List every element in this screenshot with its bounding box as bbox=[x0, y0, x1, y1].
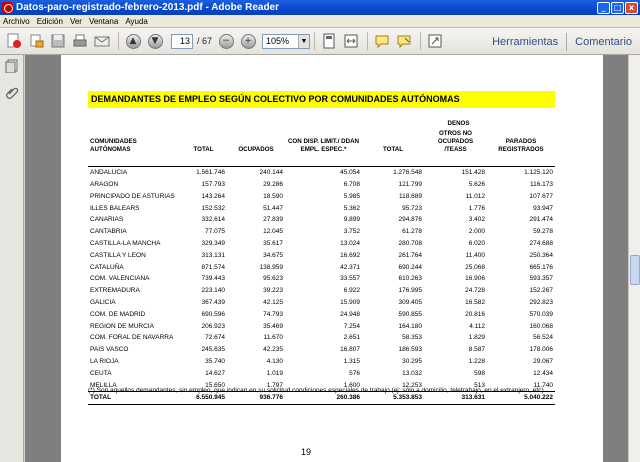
table-cell: 593.357 bbox=[529, 275, 553, 283]
table-cell: 16.906 bbox=[465, 275, 485, 283]
table-cell: 25.068 bbox=[465, 263, 485, 271]
column-header-disp: CON DISP. LIMIT./ DDAN EMPL. ESPEC.* bbox=[287, 138, 360, 153]
zoom-value: 105% bbox=[266, 35, 290, 46]
region-name: PAIS VASCO bbox=[90, 346, 129, 354]
arrow-up-icon[interactable]: ▲ bbox=[123, 31, 143, 51]
total-label: TOTAL bbox=[88, 392, 180, 405]
zoom-select[interactable] bbox=[262, 34, 310, 49]
save-icon[interactable] bbox=[48, 31, 68, 51]
table-cell: 33.557 bbox=[340, 275, 360, 283]
table-cell: 35.740 bbox=[205, 358, 225, 366]
region-name: LA RIOJA bbox=[90, 358, 119, 366]
table-cell: 107.677 bbox=[529, 192, 553, 200]
table-cell: 35.617 bbox=[263, 240, 283, 248]
table-cell: 16.582 bbox=[465, 299, 485, 307]
table-cell: 6.708 bbox=[343, 181, 360, 189]
column-header-region: COMUNIDADES AUTÓNOMAS bbox=[90, 138, 137, 153]
attachment-icon[interactable] bbox=[5, 85, 19, 99]
table-cell: 24.948 bbox=[340, 310, 360, 318]
table-cell: 27.839 bbox=[263, 216, 283, 224]
email-icon[interactable] bbox=[92, 31, 112, 51]
page-footer-number: 19 bbox=[301, 447, 312, 457]
table-cell: 42.125 bbox=[263, 299, 283, 307]
vertical-scrollbar[interactable] bbox=[628, 55, 640, 462]
table-cell: 18.590 bbox=[263, 192, 283, 200]
page-thumbnails-icon[interactable] bbox=[5, 59, 19, 73]
page-number-input[interactable]: 13 bbox=[171, 34, 193, 49]
table-cell: 45.054 bbox=[340, 169, 360, 177]
table-cell: 261.764 bbox=[398, 251, 422, 259]
table-cell: 5.626 bbox=[468, 181, 485, 189]
region-name: ANDALUCIA bbox=[90, 169, 128, 177]
table-cell: 291.474 bbox=[529, 216, 553, 224]
region-name: CASTILLA Y LEON bbox=[90, 251, 146, 259]
close-button[interactable]: x bbox=[625, 2, 638, 14]
column-header-ocupados: OCUPADOS bbox=[238, 146, 274, 153]
table-row bbox=[88, 238, 555, 250]
table-row bbox=[88, 297, 555, 309]
sign-icon[interactable] bbox=[394, 31, 414, 51]
menu-ayuda[interactable]: Ayuda bbox=[125, 16, 148, 26]
table-cell: 51.447 bbox=[263, 204, 283, 212]
table-cell: 12.045 bbox=[263, 228, 283, 236]
table-cell: 42.235 bbox=[263, 346, 283, 354]
comment-button[interactable]: Comentario bbox=[575, 35, 632, 48]
table-cell: 42.371 bbox=[340, 263, 360, 271]
table-cell: 332.614 bbox=[201, 216, 225, 224]
data-table bbox=[88, 119, 555, 405]
table-cell: 178.006 bbox=[529, 346, 553, 354]
title-bar bbox=[0, 0, 640, 15]
table-cell: 138.959 bbox=[259, 263, 283, 271]
table-cell: 598 bbox=[474, 369, 485, 377]
table-cell: 3.752 bbox=[343, 228, 360, 236]
table-cell: 690.596 bbox=[201, 310, 225, 318]
create-pdf-icon[interactable] bbox=[4, 31, 24, 51]
table-cell: 3.402 bbox=[468, 216, 485, 224]
table-cell: 1.561.746 bbox=[196, 169, 225, 177]
table-cell: 250.364 bbox=[529, 251, 553, 259]
table-cell: 2.000 bbox=[468, 228, 485, 236]
table-cell: 245.635 bbox=[201, 346, 225, 354]
minimize-button[interactable]: _ bbox=[597, 2, 610, 14]
region-name: COM. VALENCIANA bbox=[90, 275, 150, 283]
page-total: / 67 bbox=[197, 36, 213, 46]
document-viewer[interactable] bbox=[25, 55, 628, 462]
table-cell: 77.075 bbox=[205, 228, 225, 236]
table-cell: 118.689 bbox=[398, 192, 422, 200]
total-cell: 313.631 bbox=[424, 392, 487, 405]
table-cell: 9.899 bbox=[343, 216, 360, 224]
table-cell: 5.985 bbox=[343, 192, 360, 200]
table-row bbox=[88, 356, 555, 368]
table-cell: 223.140 bbox=[201, 287, 225, 295]
table-cell: 15.909 bbox=[340, 299, 360, 307]
table-cell: 186.593 bbox=[398, 346, 422, 354]
region-name: CATALUÑA bbox=[90, 263, 124, 271]
menu-archivo[interactable]: Archivo bbox=[3, 16, 30, 26]
menu-edicion[interactable]: Edición bbox=[36, 16, 63, 26]
table-cell: 59.278 bbox=[533, 228, 553, 236]
table-cell: 56.524 bbox=[533, 334, 553, 342]
table-cell: 292.823 bbox=[529, 299, 553, 307]
table-cell: 164.180 bbox=[398, 322, 422, 330]
table-row bbox=[88, 203, 555, 215]
table-cell: 274.688 bbox=[529, 240, 553, 248]
table-row bbox=[88, 167, 555, 179]
table-cell: 58.353 bbox=[402, 334, 422, 342]
table-cell: 24.728 bbox=[465, 287, 485, 295]
comment-icon[interactable] bbox=[372, 31, 392, 51]
menu-ver[interactable]: Ver bbox=[69, 16, 82, 26]
table-cell: 4.130 bbox=[266, 358, 283, 366]
table-cell: 1.829 bbox=[468, 334, 485, 342]
table-cell: 95.623 bbox=[263, 275, 283, 283]
table-cell: 590.855 bbox=[398, 310, 422, 318]
toolbar-separator bbox=[314, 32, 315, 50]
table-cell: 72.674 bbox=[205, 334, 225, 342]
table-cell: 13.024 bbox=[340, 240, 360, 248]
total-cell: 260.386 bbox=[285, 392, 362, 405]
footnote: (*) Son aquellos demandantes, sin empleo, que indican en su solicitud condiciones especiales de trabajo (ej: sólo a domicilio, teletrabajo, en el extranjero, etc) bbox=[88, 387, 544, 394]
fit-page-icon[interactable] bbox=[319, 31, 339, 51]
fullscreen-icon[interactable] bbox=[425, 31, 445, 51]
table-cell: 13.032 bbox=[402, 369, 422, 377]
table-cell: 665.176 bbox=[529, 263, 553, 271]
table-cell: 16.692 bbox=[340, 251, 360, 259]
table-cell: 1.228 bbox=[468, 358, 485, 366]
table-cell: 206.923 bbox=[201, 322, 225, 330]
table-cell: 143.264 bbox=[201, 192, 225, 200]
table-row bbox=[88, 214, 555, 226]
total-cell: 5.353.853 bbox=[362, 392, 424, 405]
table-cell: 157.793 bbox=[201, 181, 225, 189]
table-cell: 151.428 bbox=[461, 169, 485, 177]
table-cell: 95.723 bbox=[402, 204, 422, 212]
table-cell: 8.587 bbox=[468, 346, 485, 354]
total-cell: 6.550.945 bbox=[180, 392, 227, 405]
table-cell: 309.405 bbox=[398, 299, 422, 307]
table-cell: 12.434 bbox=[533, 369, 553, 377]
table-cell: 294.876 bbox=[398, 216, 422, 224]
table-cell: 1.600 bbox=[343, 381, 360, 389]
region-name: COM. FORAL DE NAVARRA bbox=[90, 334, 174, 342]
table-cell: 11.740 bbox=[533, 381, 553, 389]
print-icon[interactable] bbox=[70, 31, 90, 51]
table-row bbox=[88, 191, 555, 203]
table-cell: 240.144 bbox=[259, 169, 283, 177]
table-cell: 11.012 bbox=[465, 192, 485, 200]
toolbar-separator bbox=[118, 32, 119, 50]
tools-button[interactable]: Herramientas bbox=[492, 35, 559, 48]
navigation-pane bbox=[0, 55, 24, 462]
table-row bbox=[88, 309, 555, 321]
column-header-otros: OTROS NO OCUPADOS /TEASS bbox=[437, 130, 474, 153]
table-cell: 329.349 bbox=[201, 240, 225, 248]
table-cell: 1.276.548 bbox=[393, 169, 422, 177]
open-folder-icon[interactable] bbox=[26, 31, 46, 51]
table-cell: 11.400 bbox=[465, 251, 485, 259]
table-cell: 20.816 bbox=[465, 310, 485, 318]
maximize-button[interactable]: □ bbox=[611, 2, 624, 14]
table-cell: 1.797 bbox=[266, 381, 283, 389]
toolbar-separator bbox=[420, 32, 421, 50]
table-cell: 14.627 bbox=[205, 369, 225, 377]
table-cell: 6.922 bbox=[343, 287, 360, 295]
table-row bbox=[88, 321, 555, 333]
table-cell: 576 bbox=[349, 369, 360, 377]
table-cell: 39.223 bbox=[263, 287, 283, 295]
table-cell: 152.267 bbox=[529, 287, 553, 295]
window-title: Datos-paro-registrado-febrero-2013.pdf - Adobe Reader bbox=[16, 2, 280, 13]
table-cell: 6.020 bbox=[468, 240, 485, 248]
table-cell: 570.039 bbox=[529, 310, 553, 318]
column-header-denos: DENOS bbox=[447, 120, 470, 127]
table-cell: 1.019 bbox=[266, 369, 283, 377]
table-cell: 513 bbox=[474, 381, 485, 389]
table-row bbox=[88, 262, 555, 274]
table-cell: 15.650 bbox=[205, 381, 225, 389]
region-name: ILLES BALEARS bbox=[90, 204, 140, 212]
total-cell: 5.040.222 bbox=[487, 392, 555, 405]
region-name: CANTABRIA bbox=[90, 228, 127, 236]
table-cell: 160.068 bbox=[529, 322, 553, 330]
column-header-denos-total: TOTAL bbox=[382, 146, 404, 153]
table-cell: 2.651 bbox=[343, 334, 360, 342]
table-cell: 690.244 bbox=[398, 263, 422, 271]
table-cell: 1.125.120 bbox=[524, 169, 553, 177]
region-name: EXTREMADURA bbox=[90, 287, 140, 295]
table-cell: 30.295 bbox=[402, 358, 422, 366]
region-name: COM. DE MADRID bbox=[90, 310, 146, 318]
table-cell: 367.439 bbox=[201, 299, 225, 307]
table-cell: 871.574 bbox=[201, 263, 225, 271]
table-row bbox=[88, 273, 555, 285]
table-cell: 116.173 bbox=[529, 181, 553, 189]
scrollbar-thumb[interactable] bbox=[630, 255, 640, 285]
table-cell: 93.947 bbox=[533, 204, 553, 212]
menu-ventana[interactable]: Ventana bbox=[88, 16, 119, 26]
region-name: CASTILLA-LA MANCHA bbox=[90, 240, 161, 248]
table-cell: 1.776 bbox=[468, 204, 485, 212]
table-cell: 739.443 bbox=[201, 275, 225, 283]
column-header-total: TOTAL bbox=[193, 146, 214, 153]
table-row bbox=[88, 368, 555, 380]
table-cell: 1.315 bbox=[343, 358, 360, 366]
table-cell: 280.708 bbox=[398, 240, 422, 248]
fit-width-icon[interactable] bbox=[341, 31, 361, 51]
total-cell: 936.776 bbox=[227, 392, 285, 405]
table-row bbox=[88, 344, 555, 356]
arrow-down-icon[interactable]: ▼ bbox=[145, 31, 165, 51]
table-row bbox=[88, 285, 555, 297]
region-name: CEUTA bbox=[90, 369, 112, 377]
region-name: ARAGON bbox=[90, 181, 119, 189]
region-name: CANARIAS bbox=[90, 216, 124, 224]
table-cell: 35.469 bbox=[263, 322, 283, 330]
region-name: PRINCIPADO DE ASTURIAS bbox=[90, 192, 175, 200]
table-cell: 74.793 bbox=[263, 310, 283, 318]
table-row bbox=[88, 250, 555, 262]
table-row bbox=[88, 179, 555, 191]
table-cell: 176.995 bbox=[398, 287, 422, 295]
table-cell: 11.670 bbox=[263, 334, 283, 342]
table-cell: 121.799 bbox=[398, 181, 422, 189]
table-cell: 61.278 bbox=[402, 228, 422, 236]
table-cell: 29.067 bbox=[533, 358, 553, 366]
table-cell: 5.362 bbox=[343, 204, 360, 212]
plus-icon[interactable]: + bbox=[238, 31, 258, 51]
region-name: MELILLA bbox=[90, 381, 117, 389]
table-cell: 29.286 bbox=[263, 181, 283, 189]
chevron-down-icon[interactable]: ▼ bbox=[298, 35, 309, 48]
table-cell: 610.263 bbox=[398, 275, 422, 283]
pdf-page bbox=[61, 55, 603, 462]
section-heading: DEMANDANTES DE EMPLEO SEGÚN COLECTIVO POR COMUNIDADES AUTÓNOMAS bbox=[88, 91, 555, 108]
menu-bar bbox=[0, 15, 640, 28]
minus-icon[interactable]: − bbox=[216, 31, 236, 51]
table-cell: 313.131 bbox=[201, 251, 225, 259]
toolbar bbox=[0, 28, 640, 55]
column-header-parados: PARADOS REGISTRADOS bbox=[498, 138, 544, 153]
region-name: REGION DE MURCIA bbox=[90, 322, 154, 330]
table-cell: 34.675 bbox=[263, 251, 283, 259]
toolbar-separator bbox=[367, 32, 368, 50]
table-row bbox=[88, 226, 555, 238]
table-cell: 12.253 bbox=[402, 381, 422, 389]
table-row bbox=[88, 332, 555, 344]
table-cell: 152.532 bbox=[201, 204, 225, 212]
adobe-reader-icon bbox=[2, 2, 13, 13]
table-cell: 4.112 bbox=[469, 322, 485, 330]
region-name: GALICIA bbox=[90, 299, 116, 307]
table-cell: 7.254 bbox=[343, 322, 360, 330]
table-cell: 16.807 bbox=[340, 346, 360, 354]
